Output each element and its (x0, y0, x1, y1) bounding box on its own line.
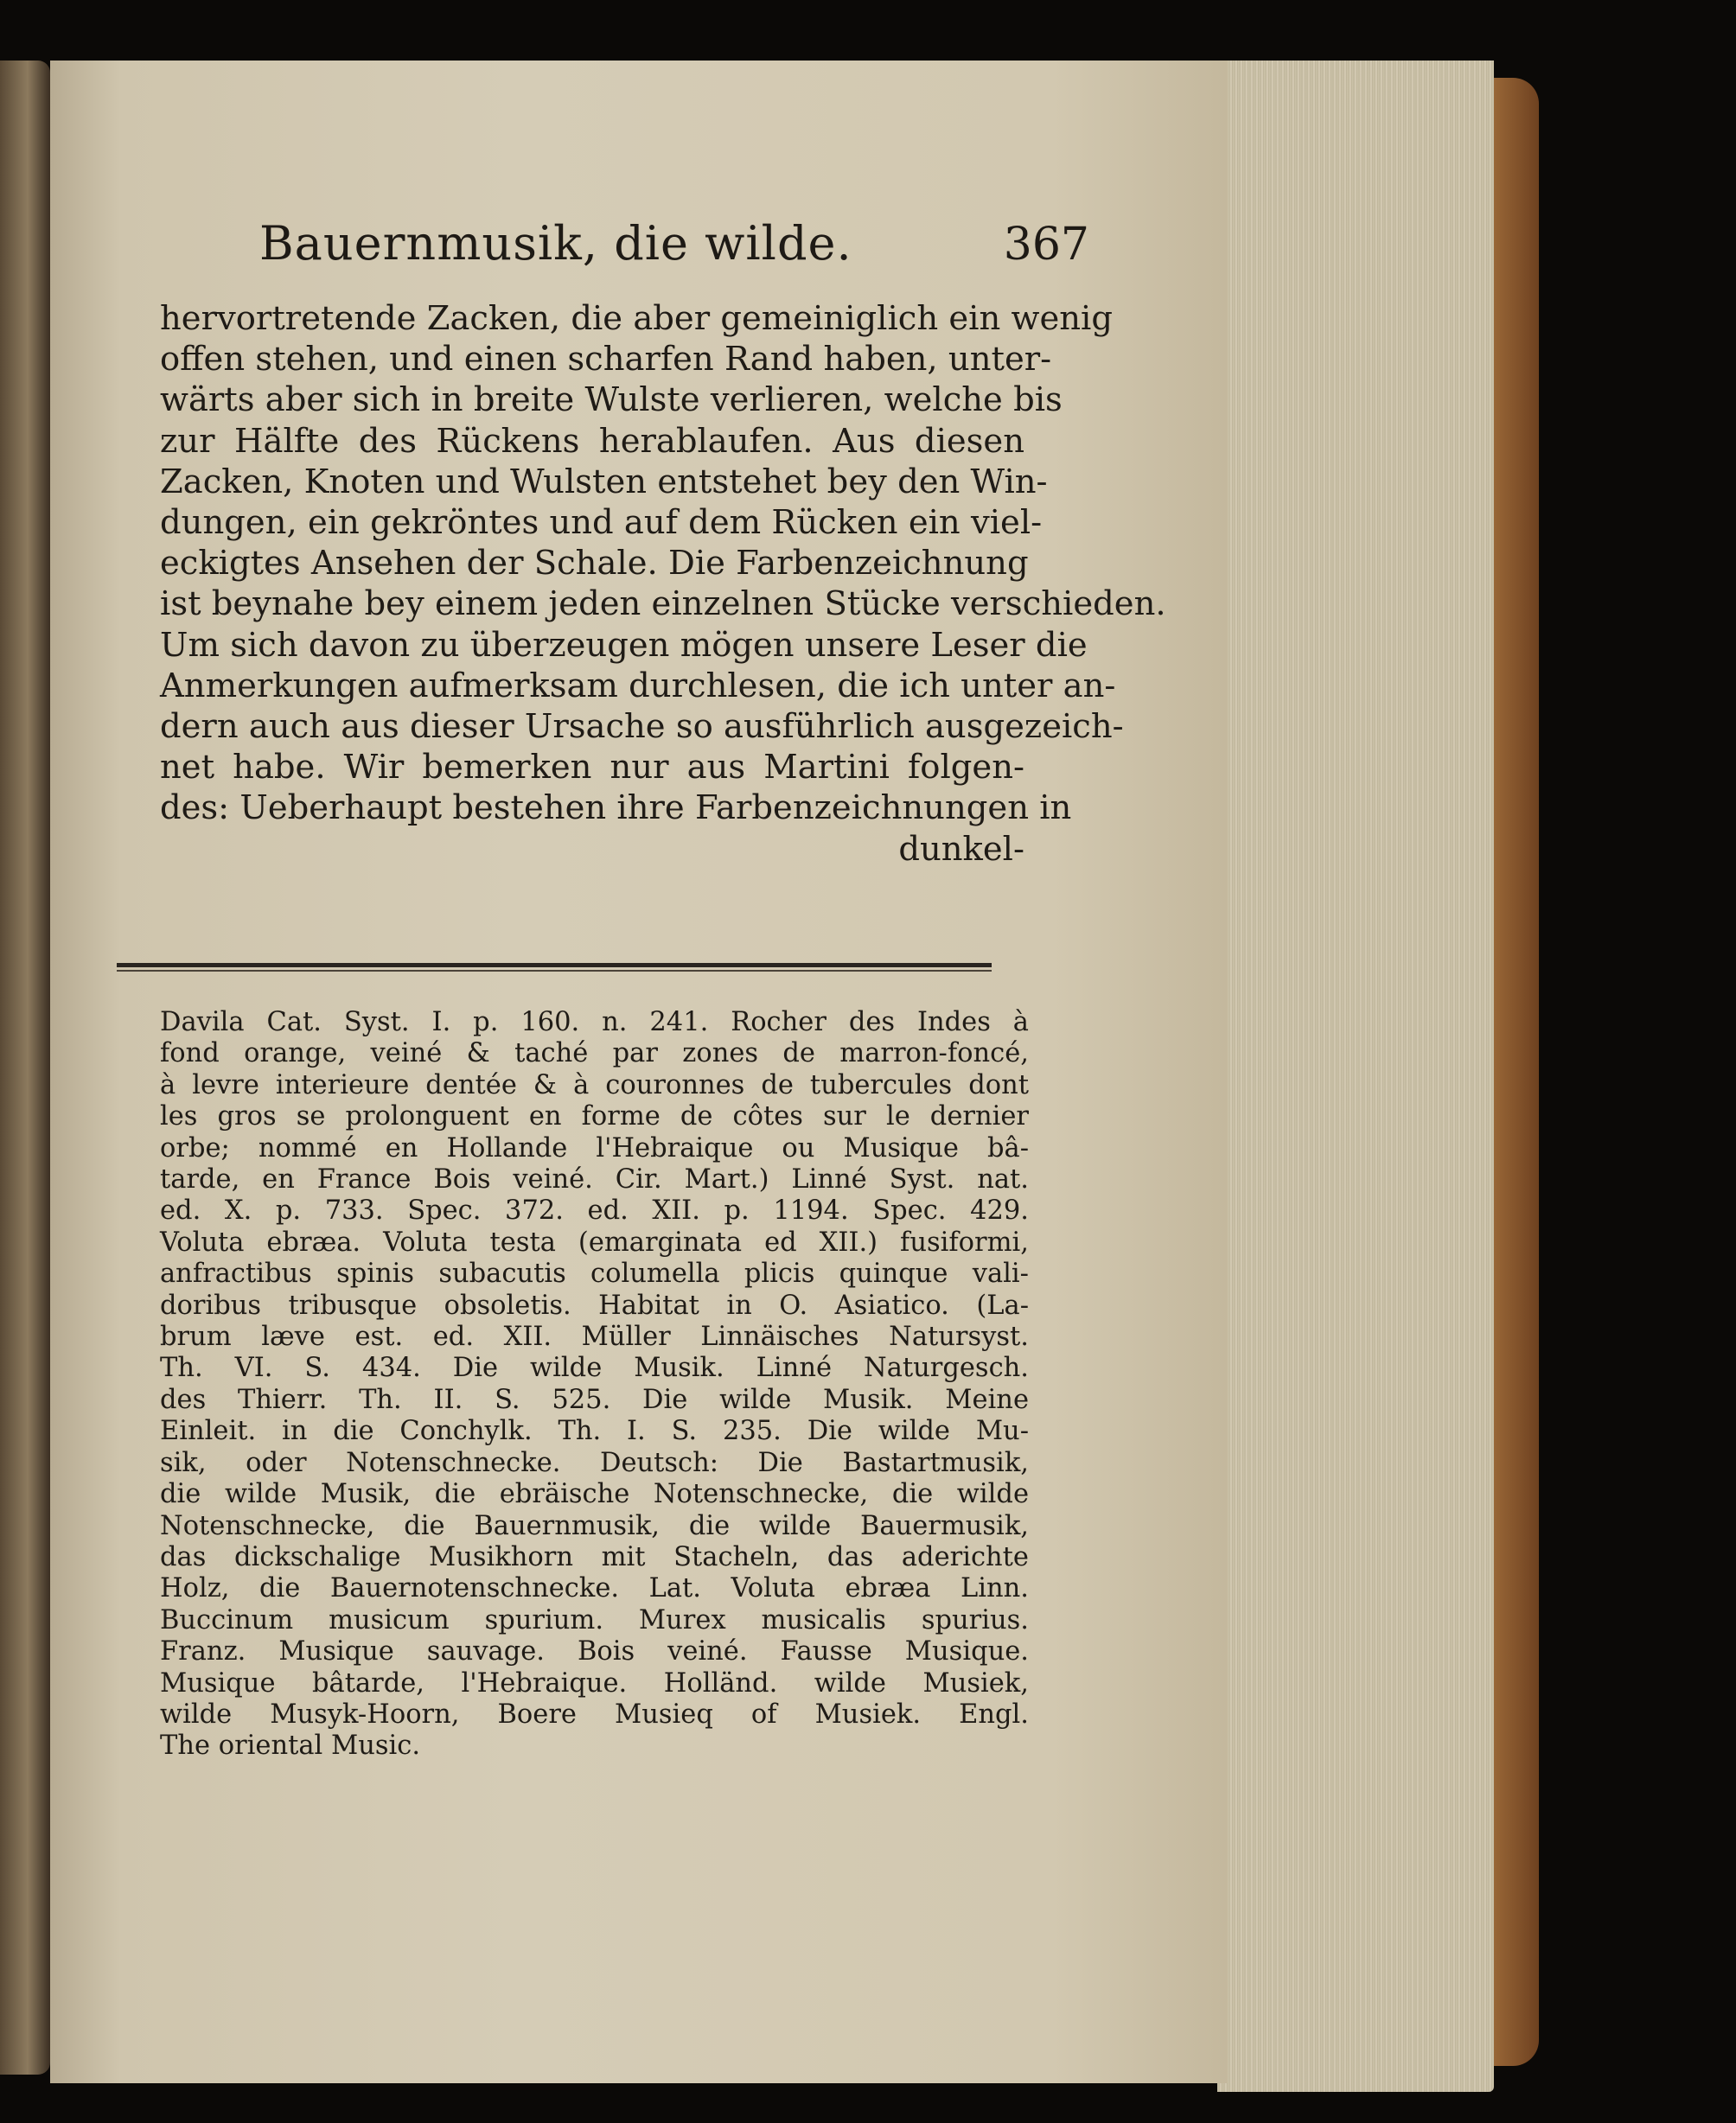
page-number: 367 (1003, 219, 1089, 271)
text-line: offen stehen, und einen scharfen Rand haben, unter- (160, 340, 1052, 379)
footnote-line: des Thierr. Th. II. S. 525. Die wilde Musik. Meine (160, 1384, 1029, 1415)
text-line: Anmerkungen aufmerksam durchlesen, die ich unter an- (160, 666, 1116, 705)
footnote-line: Musique bâtarde, l'Hebraique. Holländ. wilde Musiek, (160, 1667, 1029, 1699)
footnote-line: The oriental Music. (160, 1731, 421, 1762)
text-line: hervortretende Zacken, die aber gemeiniglich ein wenig (160, 299, 1113, 338)
text-line: Zacken, Knoten und Wulsten entstehet bey den Win- (160, 462, 1048, 501)
footnote-line: Notenschnecke, die Bauernmusik, die wilde Bauermusik, (160, 1510, 1029, 1541)
footnote-line: Holz, die Bauernotenschnecke. Lat. Voluta ebræa Linn. (160, 1573, 1029, 1604)
text-line: eckigtes Ansehen der Schale. Die Farbenzeichnung (160, 544, 1029, 583)
footnote-line: fond orange, veiné & taché par zones de marron-foncé, (160, 1038, 1029, 1069)
footnote-line: anfractibus spinis subacutis columella plicis quinque vali- (160, 1259, 1029, 1290)
page-title: Bauernmusik, die wilde. (259, 216, 852, 271)
footnote-line: doribus tribusque obsoletis. Habitat in O. Asiatico. (La- (160, 1290, 1029, 1321)
footnote-line: sik, oder Notenschnecke. Deutsch: Die Bastartmusik, (160, 1447, 1029, 1478)
footnote-line: tarde, en France Bois veiné. Cir. Mart.) Linné Syst. nat. (160, 1164, 1029, 1195)
text-line: net habe. Wir bemerken nur aus Martini folgen- (160, 748, 1024, 787)
footnote-line: Davila Cat. Syst. I. p. 160. n. 241. Rocher des Indes à (160, 1007, 1029, 1037)
footnote-line: brum læve est. ed. XII. Müller Linnäisches Natursyst. (160, 1322, 1029, 1353)
footnote-line: Franz. Musique sauvage. Bois veiné. Fausse Musique. (160, 1636, 1029, 1667)
text-line: wärts aber sich in breite Wulste verlieren, welche bis (160, 380, 1063, 420)
footnote (160, 1007, 1029, 1763)
footnote-line: Einleit. in die Conchylk. Th. I. S. 235. Die wilde Mu- (160, 1416, 1029, 1447)
text-line: dungen, ein gekröntes und auf dem Rücken ein viel- (160, 503, 1043, 543)
footnote-rule (117, 963, 992, 967)
previous-page-edge (0, 61, 50, 2075)
running-head (259, 216, 1089, 285)
page-fore-edge (1217, 61, 1494, 2092)
footnote-line: die wilde Musik, die ebräische Notenschnecke, die wilde (160, 1479, 1029, 1510)
footnote-rule-thin (117, 970, 992, 972)
main-text (160, 298, 1166, 870)
text-line: dern auch aus dieser Ursache so ausführlich ausgezeich- (160, 707, 1124, 747)
text-line: zur Hälfte des Rückens herablaufen. Aus diesen (160, 421, 1024, 461)
footnote-line: Buccinum musicum spurium. Murex musicalis spurius. (160, 1604, 1029, 1635)
text-line: des: Ueberhaupt bestehen ihre Farbenzeichnungen in (160, 788, 1072, 828)
footnote-line: orbe; nommé en Hollande l'Hebraique ou Musique bâ- (160, 1132, 1029, 1164)
footnote-line: das dickschalige Musikhorn mit Stacheln, das aderichte (160, 1541, 1029, 1572)
catchword: dunkel- (898, 829, 1024, 869)
footnote-line: à levre interieure dentée & à couronnes de tubercules dont (160, 1069, 1029, 1100)
footnote-line: Voluta ebræa. Voluta testa (emarginata ed XII.) fusiformi, (160, 1227, 1029, 1258)
footnote-line: Th. VI. S. 434. Die wilde Musik. Linné Naturgesch. (160, 1353, 1029, 1384)
text-line: Um sich davon zu überzeugen mögen unsere Leser die (160, 625, 1088, 665)
text-line: ist beynahe bey einem jeden einzelnen Stücke verschieden. (160, 584, 1166, 624)
footnote-line: ed. X. p. 733. Spec. 372. ed. XII. p. 1194. Spec. 429. (160, 1195, 1029, 1227)
footnote-line: wilde Musyk-Hoorn, Boere Musieq of Musiek. Engl. (160, 1699, 1029, 1730)
footnote-line: les gros se prolonguent en forme de côtes sur le dernier (160, 1101, 1029, 1132)
